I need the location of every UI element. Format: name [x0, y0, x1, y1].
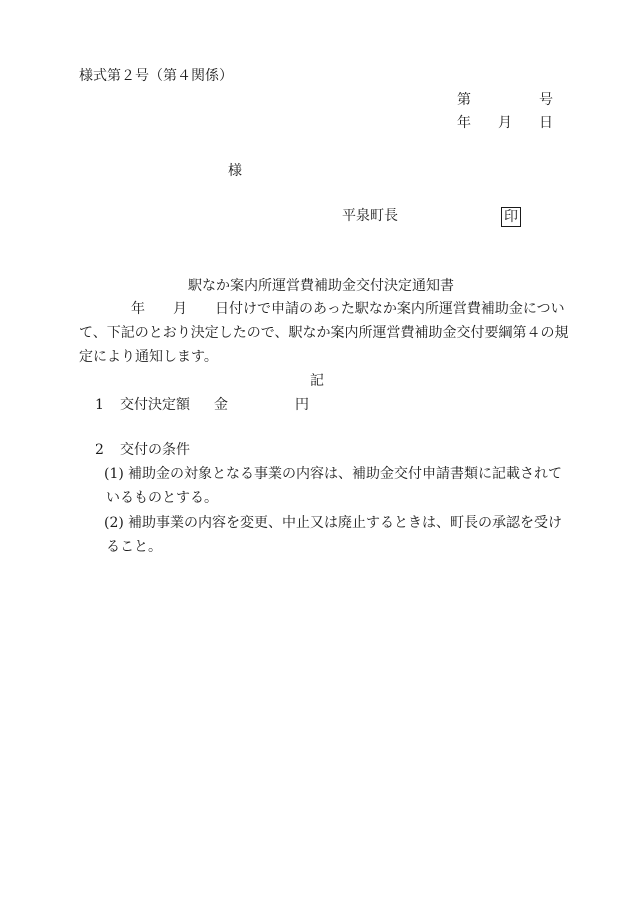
condition-2-line2: ること。	[106, 539, 162, 555]
doc-number-dai: 第	[457, 92, 471, 108]
condition-1-line1: 補助金の対象となる事業の内容は、補助金交付申請書類に記載されて	[128, 466, 562, 482]
seal-box	[501, 207, 521, 227]
intro-tsuki: 月	[173, 301, 187, 317]
issuer-name: 平泉町長	[342, 208, 398, 224]
item1-label: 交付決定額	[120, 397, 190, 413]
seal-mark: 印	[501, 207, 521, 227]
item2-number: 2	[95, 442, 104, 458]
form-label: 様式第２号（第４関係）	[79, 68, 233, 84]
document-title: 駅なか案内所運営費補助金交付決定通知書	[188, 278, 454, 294]
item1-kin: 金	[214, 397, 228, 413]
date-nen: 年	[457, 115, 471, 131]
addressee-suffix: 様	[228, 163, 242, 179]
item1-number: 1	[95, 397, 104, 413]
intro-line3: 定により通知します。	[79, 349, 218, 365]
item2-label: 交付の条件	[120, 442, 190, 458]
date-hi: 日	[539, 115, 553, 131]
doc-number-go: 号	[539, 92, 553, 108]
intro-nen: 年	[131, 301, 145, 317]
date-tsuki: 月	[498, 115, 512, 131]
intro-line1: 日付けで申請のあった駅なか案内所運営費補助金につい	[215, 301, 565, 317]
condition-1-line2: いるものとする。	[106, 490, 218, 506]
item1-yen: 円	[295, 397, 309, 413]
intro-line2: て、下記のとおり決定したので、駅なか案内所運営費補助金交付要綱第４の規	[79, 325, 569, 341]
condition-1-number: (1)	[104, 466, 124, 482]
condition-2-line1: 補助事業の内容を変更、中止又は廃止するときは、町長の承認を受け	[128, 515, 562, 531]
condition-2-number: (2)	[104, 515, 124, 531]
ki-heading: 記	[310, 373, 324, 389]
